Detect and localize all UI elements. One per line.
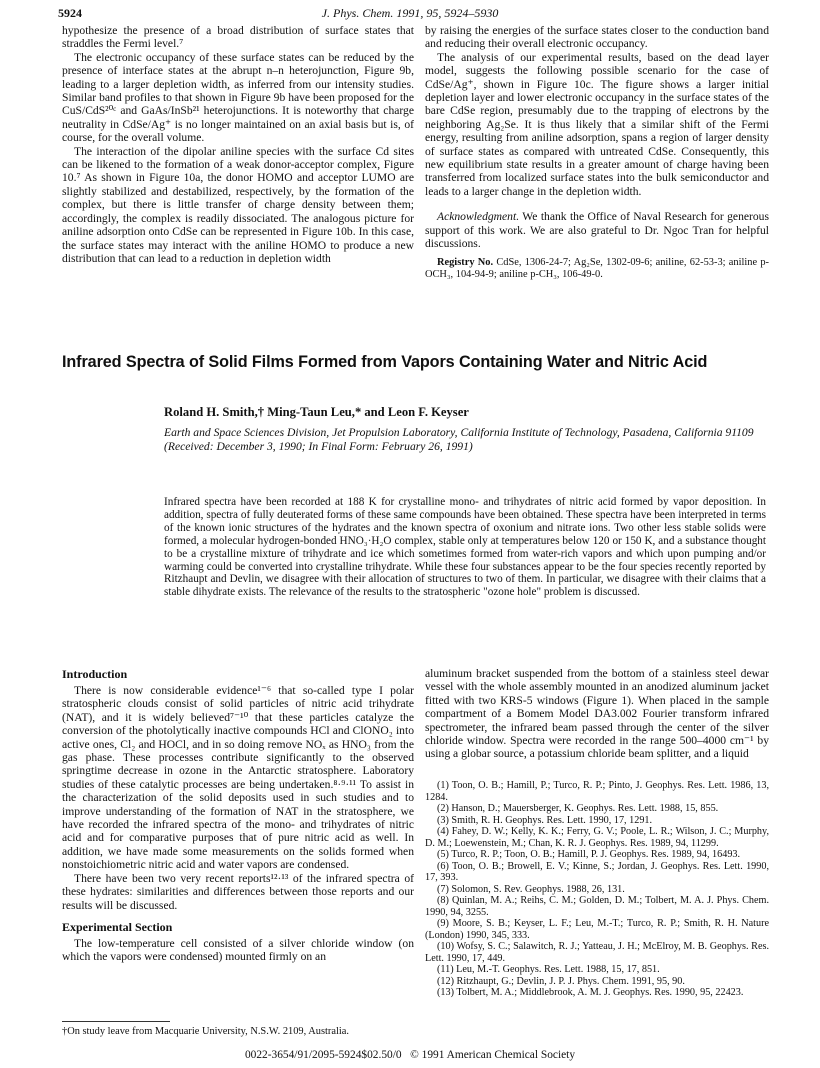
intro-paragraph: There have been two very recent reports¹²·¹³ of the infrared spectra of these hydrates: similarities and differences between those reports and our results will be discussed. xyxy=(62,871,414,912)
intro-paragraph: There is now considerable evidence¹⁻⁶ that so-called type I polar stratospheric clouds consist of solid particles of nitric acid trihydrate (NAT), and it is widely believed⁷⁻¹⁰ that these particles catalyze the conversion of the photolytically inactive compounds HCl and ClONO₂ into active ones, Cl₂ and HOCl, and in so doing remove NOₓ as HNO₃ from the gas phase. These processes contribute significantly to the observed springtime decrease in ozone in the Antarctic stratosphere. Laboratory studies of these catalytic processes are being undertaken.⁸·⁹·¹¹ To assist in the characterization of the solid deposits used in such studies and to improve understanding of the formation of NAT in the stratosphere, we have recorded the infrared spectra of the mono- and trihydrates of nitric acid and for comparative purposes that of pure nitric acid as well. In addition, we have made some measurements on the solids formed when nonstoichiometric nitric acid and water vapors are condensed. xyxy=(62,684,414,872)
journal-running-head: J. Phys. Chem. 1991, 95, 5924–5930 xyxy=(321,6,499,20)
article-affiliation: Earth and Space Sciences Division, Jet Propulsion Laboratory, California Institute of Technology, Pasadena, California 91109 (Received: December 3, 1990; In Final Form: February 26, 1991) xyxy=(164,426,754,453)
prev-paragraph: by raising the energies of the surface states closer to the conduction band and reducing their overall electronic occupancy. xyxy=(425,24,769,51)
page-number: 5924 xyxy=(58,6,82,20)
reference-item: (12) Ritzhaupt, G.; Devlin, J. P. J. Phys. Chem. 1991, 95, 90. xyxy=(437,975,685,987)
acknowledgment-text: We thank the Office of Naval Research for generous support of this work. We are also grateful to Dr. Ngoc Tran for helpful discussions. xyxy=(425,210,769,251)
reference-item: (10) Wofsy, S. C.; Salawitch, R. J.; Yatteau, J. H.; McElroy, M. B. Geophys. Res. Lett. 1990, 17, 449. xyxy=(425,941,769,964)
prev-paragraph: hypothesize the presence of a broad distribution of surface states that straddles the Fermi level.⁷ xyxy=(62,24,414,51)
registry-numbers xyxy=(425,257,769,281)
registry-label: Registry No. xyxy=(437,256,494,268)
article-right-column xyxy=(425,667,769,761)
prev-article-left-column xyxy=(62,24,414,265)
article-title: Infrared Spectra of Solid Films Formed from Vapors Containing Water and Nitric Acid xyxy=(62,353,708,371)
acknowledgment-label: Acknowledgment. xyxy=(437,210,520,224)
page-footer xyxy=(0,1049,820,1061)
prev-article-right-column xyxy=(425,24,769,281)
reference-item: (2) Hanson, D.; Mauersberger, K. Geophys. Res. Lett. 1988, 15, 855. xyxy=(437,803,719,814)
reference-item: (7) Solomon, S. Rev. Geophys. 1988, 26, 131. xyxy=(437,883,625,895)
reference-item: (1) Toon, O. B.; Hamill, P.; Turco, R. P.; Pinto, J. Geophys. Res. Lett. 1986, 13, 1284. xyxy=(425,780,769,803)
reference-item: (11) Leu, M.-T. Geophys. Res. Lett. 1988, 15, 17, 851. xyxy=(437,964,660,975)
acknowledgment xyxy=(425,210,769,250)
prev-paragraph: The analysis of our experimental results, based on the dead layer model, suggests the following possible scenario for the case of CdSe/Ag⁺, shown in Figure 10c. The figure shows a larger initial depletion layer and lower electronic occupancy in the surface states of the bare CdSe region, presumably due to the trapping of electrons by the neighboring Ag₂Se. It is thus likely that a similar shift of the Fermi energy, resulting from aniline adsorption, spans a region of larger density of surface states as compared with untreated CdSe. Consequently, this new equilibrium state results in a greater amount of charge having been transferred from localized surface states into the bulk semiconductor and leads to a larger change in the depletion width. xyxy=(425,50,769,198)
reference-list xyxy=(425,780,769,999)
experimental-continuation: aluminum bracket suspended from the bottom of a stainless steel dewar vessel with the whole assembly mounted in an anodized aluminum jacket fitted with two KRS-5 windows (Figure 1). When placed in the sample compartment of a Bomem Model DA3.002 Fourier transform infrared spectrometer, the infrared beam passed through the center of the silver chloride window. Spectra were recorded in the range 500–4000 cm⁻¹ by using a globar source, a potassium chloride beam splitter, and a liquid xyxy=(425,667,769,761)
reference-item: (5) Turco, R. P.; Toon, O. B.; Hamill, P. J. Geophys. Res. 1989, 94, 16493. xyxy=(437,849,741,860)
experimental-heading: Experimental Section xyxy=(62,919,173,934)
reference-item: (4) Fahey, D. W.; Kelly, K. K.; Ferry, G. V.; Poole, L. R.; Wilson, J. C.; Murphy, D. M.; Loewenstein, M.; Chan, K. R. J. Geophys. Res. 1989, 94, 11299. xyxy=(425,826,769,849)
experimental-paragraph: The low-temperature cell consisted of a silver chloride window (on which the vapors were condensed) mounted firmly on an xyxy=(62,936,414,964)
registry-text: CdSe, 1306-24-7; Ag₂Se, 1302-09-6; aniline, 62-53-3; aniline p-OCH₃, 104-94-9; aniline p-CH₃, 106-49-0. xyxy=(425,256,769,280)
copyright-notice: © 1991 American Chemical Society xyxy=(410,1049,576,1061)
article-authors: Roland H. Smith,† Ming-Taun Leu,* and Leon F. Keyser xyxy=(164,405,469,419)
article-code: 0022-3654/91/2095-5924$02.50/0 xyxy=(244,1049,402,1061)
article-left-column xyxy=(62,667,414,964)
reference-item: (6) Toon, O. B.; Browell, E. V.; Kinne, S.; Jordan, J. Geophys. Res. Lett. 1990, 17, 393. xyxy=(425,860,769,883)
author-footnote: †On study leave from Macquarie University, N.S.W. 2109, Australia. xyxy=(62,1026,349,1037)
article-abstract: Infrared spectra have been recorded at 188 K for crystalline mono- and trihydrates of nitric acid formed by vapor deposition. In addition, spectra of fully deuterated forms of these same compounds have been obtained. These spectra have been interpreted in terms of the known ionic structures of the hydrates and the known spectra of oxonium and nitrate ions. Two other less stable solids were formed, a molecular hydrogen-bonded HNO₃·H₂O complex, stable only at temperatures below 120 or 150 K, and a substance thought to be a crystalline mixture of trihydrate and ice which sometimes formed from water-rich vapors and which upon pumping and/or warming could be converted into crystalline trihydrate. While these four substances appear to be the four species recently reported by Ritzhaupt and Devlin, we disagree with their allocation of structures to two of them. In particular, we disagree with their claims that a stable dihydrate exists. The relevance of the results to the stratospheric "ozone hole" problem is discussed. xyxy=(164,496,766,599)
reference-item: (13) Tolbert, M. A.; Middlebrook, A. M. J. Geophys. Res. 1990, 95, 22423. xyxy=(437,987,744,998)
prev-paragraph: The electronic occupancy of these surface states can be reduced by the presence of interface states at the abrupt n–n heterojunction, Figure 9b, leading to a larger depletion width, as inferred from our intensity studies. Similar band profiles to that shown in Figure 9b have been proposed for the CuS/CdS²⁰ᶜ and GaAs/InSb²¹ heterojunctions. It is noteworthy that charge neutrality in CdSe/Ag⁺ is no longer maintained on an axial basis but is, of course, for the overall volume. xyxy=(62,50,414,145)
prev-paragraph: The interaction of the dipolar aniline species with the surface Cd sites can be likened to the formation of a weak donor-acceptor complex, Figure 10.⁷ As shown in Figure 10a, the donor HOMO and acceptor LUMO are slightly stabilized and destabilized, respectively, by the formation of the complex, but there is little transfer of charge density between them; accordingly, the complex is readily dissociated. The analogous picture for aniline adsorption onto CdSe can be represented in Figure 10b. In this case, the surface states may interact with the aniline HOMO to produce a new distribution that can lead to a reduction in depletion width xyxy=(62,144,414,265)
reference-item: (8) Quinlan, M. A.; Reihs, C. M.; Golden, D. M.; Tolbert, M. A. J. Phys. Chem. 1990, 94, 3255. xyxy=(425,895,769,918)
reference-item: (3) Smith, R. H. Geophys. Res. Lett. 1990, 17, 1291. xyxy=(437,814,653,826)
introduction-heading: Introduction xyxy=(62,667,128,681)
reference-item: (9) Moore, S. B.; Keyser, L. F.; Leu, M.-T.; Turco, R. P.; Smith, R. H. Nature (London) 1990, 345, 333. xyxy=(425,918,769,941)
footnote-rule xyxy=(62,1021,170,1022)
